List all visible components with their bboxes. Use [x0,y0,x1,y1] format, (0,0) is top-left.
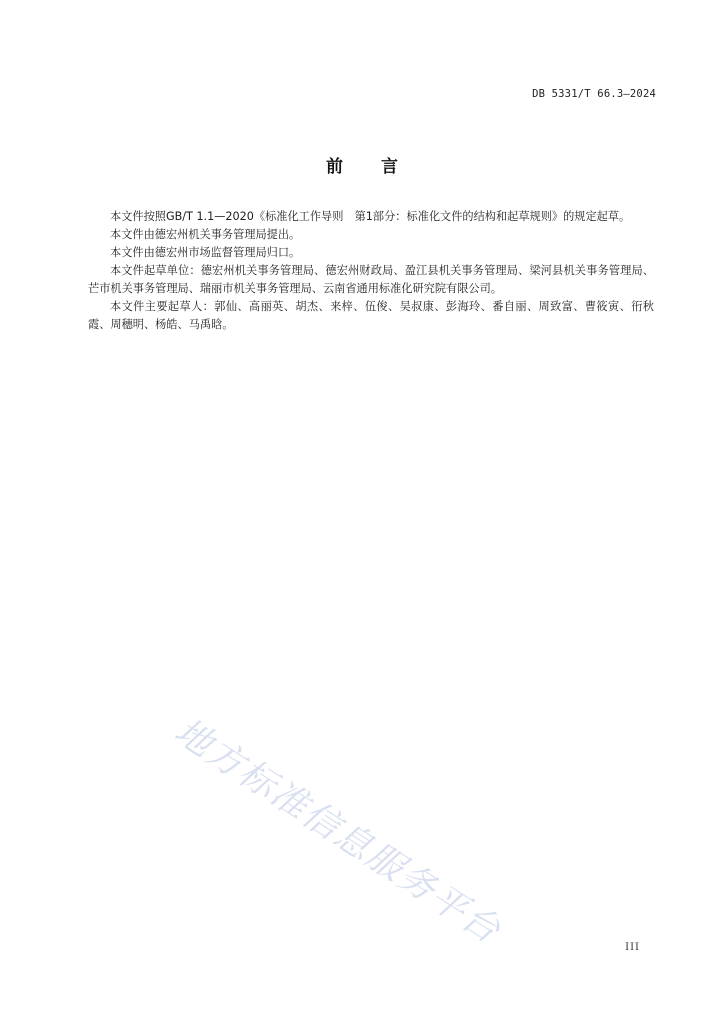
title-char-1: 前 [326,157,343,177]
paragraph-proposer: 本文件由德宏州机关事务管理局提出。 [110,228,301,241]
page-title [0,152,724,177]
paragraph-drafting-basis: 本文件按照GB/T 1.1—2020《标准化工作导则 第1部分：标准化文件的结构和起草规则》的规定起草。 [110,210,631,223]
foreword-body [88,208,654,334]
page-number: III [625,942,640,953]
paragraph-centralized-by: 本文件由德宏州市场监督管理局归口。 [110,246,301,259]
title-char-2: 言 [381,157,398,177]
watermark: 地方标准信息服务平台 [167,710,509,953]
document-code: DB 5331/T 66.3—2024 [532,88,656,100]
paragraph-drafters: 本文件主要起草人：郭仙、高丽英、胡杰、来梓、伍俊、吴叔康、彭海玲、番自丽、周致富、曹筱寅、衎秋霞、周穗明、杨皓、马禹晗。 [88,300,654,331]
paragraph-drafting-units: 本文件起草单位：德宏州机关事务管理局、德宏州财政局、盈江县机关事务管理局、梁河县机关事务管理局、芒市机关事务管理局、瑞丽市机关事务管理局、云南省通用标准化研究院有限公司。 [88,264,654,295]
